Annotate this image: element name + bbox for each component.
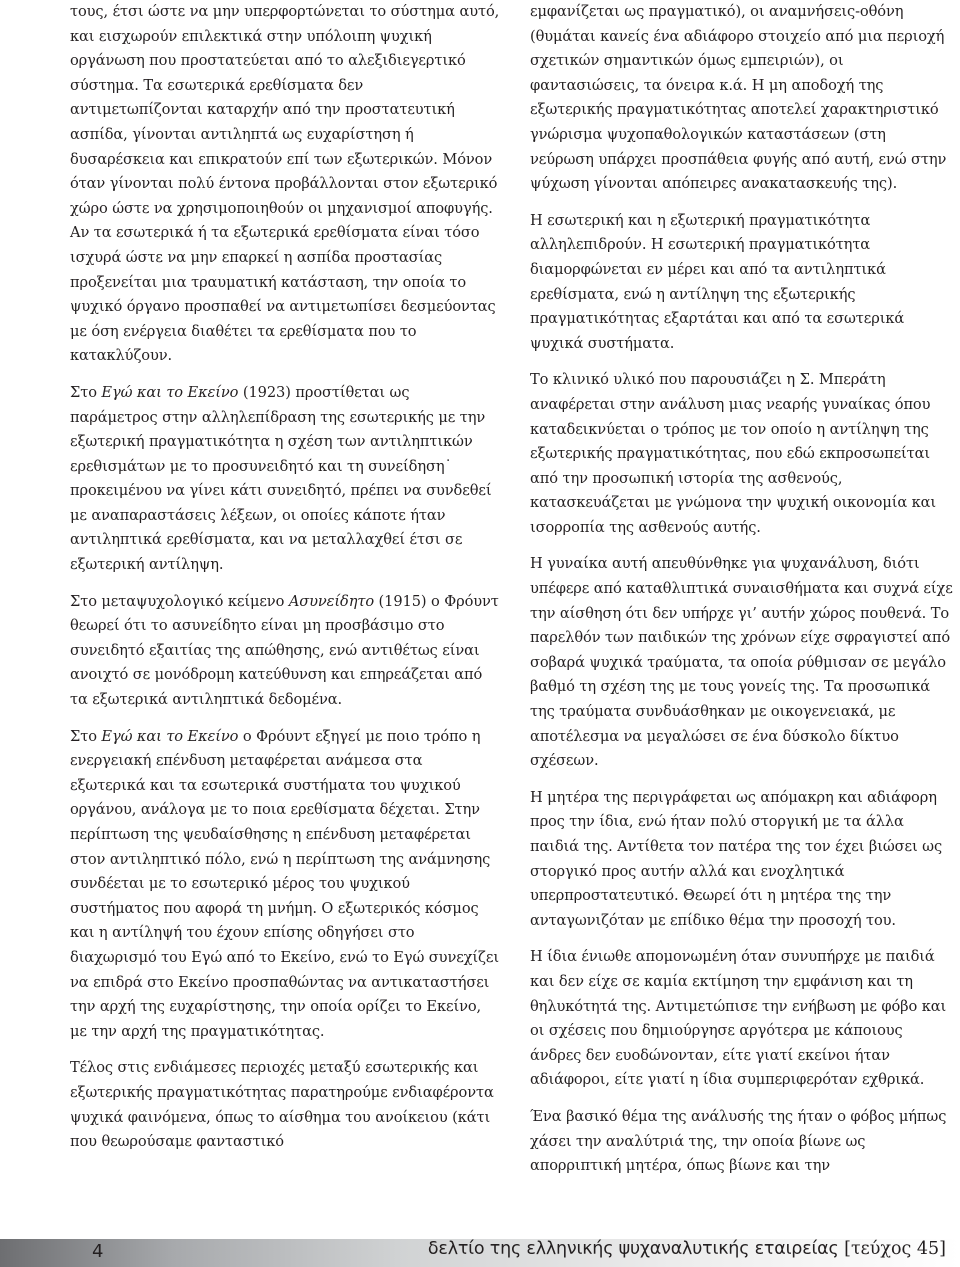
left-paragraph-3 bbox=[70, 590, 500, 713]
page-footer bbox=[0, 1232, 960, 1267]
right-paragraph-7: Ένα βασικό θέμα της ανάλυσής της ήταν ο φόβος μήπως χάσει την αναλύτριά της, την οποία βίωνε ως απορριπτική μητέρα, όπως βίωνε και την bbox=[530, 1107, 947, 1175]
book-title-ego-and-id-2: Εγώ και το Εκείνο bbox=[101, 727, 239, 745]
right-paragraph-4: Η γυναίκα αυτή απευθύνθηκε για ψυχανάλυση, διότι υπέφερε από καταθλιπτικά συναισθήματα και συχνά είχε την αίσθηση ότι δεν υπήρχε γι’ αυτήν χώρος πουθενά. Το παρελθόν των παιδικών της χρόνων είχε σφραγιστεί από σοβαρά ψυχικά τραύματα, τα οποία ρύθμισαν σε μεγάλο βαθμό τη σχέση της με τους γονείς της. Τα προσωπικά της τραύματα συνδυάσθηκαν με οικογενειακά, με αποτέλεσμα να μεγαλώσει σε ένα δύσκολο δίκτυο σχέσεων. bbox=[530, 555, 953, 770]
left-p2-post: (1923) προστίθεται ως παράμετρος στην αλληλεπίδραση της εσωτερικής με την εξωτερική πραγματικότητα η σχέση των αντιληπτικών ερεθισμάτων με το προσυνειδητό και τη συνείδηση˙ προκειμένου να γίνει κάτι συνειδητό, πρέπει να συνδεθεί με αναπαραστάσεις λέξεων, οι οποίες κάποτε ήταν αντιληπτικά ερεθίσματα, και να μεταλλαχθεί έτσι σε εξωτερική αντίληψη. bbox=[70, 383, 492, 574]
left-paragraph-5: Τέλος στις ενδιάμεσες περιοχές μεταξύ εσωτερικής και εξωτερικής πραγματικότητας παρατηρούμε ενδιαφέροντα ψυχικά φαινόμενα, όπως το αίσθημα του ανοίκειου (κάτι που θεωρούσαμε φανταστικό bbox=[70, 1059, 494, 1151]
right-paragraph-3: Το κλινικό υλικό που παρουσιάζει η Σ. Μπεράτη αναφέρεται στην ανάλυση μιας νεαρής γυναίκας όπου καταδεικνύεται ο τρόπος με τον οποίο η αντίληψη της εξωτερικής πραγματικότητας, που εδώ εκπροσωπείται από την προσωπική ιστορία της ασθενούς, κατασκευάζεται με γνώμονα την ψυχική οικονομία και ισορροπία της ασθενούς αυτής. bbox=[530, 371, 937, 536]
left-paragraph-2 bbox=[70, 381, 500, 578]
right-paragraph-1: εμφανίζεται ως πραγματικό), οι αναμνήσεις-οθόνη (θυμάται κανείς ένα αδιάφορο στοιχείο από μια περιοχή σχετικών σημαντικών όμως εμπειριών), οι φαντασιώσεις, τα όνειρα κ.ά. Η μη αποδοχή της εξωτερικής πραγματικότητας αποτελεί χαρακτηριστικό γνώρισμα ψυχοπαθολογικών καταστάσεων (στη νεύρωση υπάρχει προσπάθεια φυγής από αυτή, ενώ στην ψύχωση γίνονται απόπειρες ανακατασκευής της). bbox=[530, 3, 947, 193]
left-p3-post: (1915) ο Φρόυντ θεωρεί ότι το ασυνείδητο είναι μη προσβάσιμο στο συνειδητό εξαιτίας της απώθησης, ενώ αντιθέτως είναι ανοιχτό σε μονόδρομη κατεύθυνση και επηρεάζεται από τα εξωτερικά αντιληπτικά δεδομένα. bbox=[70, 592, 499, 709]
right-column bbox=[530, 0, 954, 1191]
right-paragraph-5: Η μητέρα της περιγράφεται ως απόμακρη και αδιάφορη προς την ίδια, ενώ ήταν πολύ στοργική με τα άλλα παιδιά της. Αντίθετα τον πατέρα της τον έχει βιώσει ως στοργικό προς αυτήν αλλά και ενοχλητικά υπερπροστατευτικό. Θεωρεί ότι η μητέρα της την ανταγωνιζόταν με επίδικο θέμα την προσοχή του. bbox=[530, 788, 943, 929]
book-title-unconscious: Ασυνείδητο bbox=[288, 592, 374, 610]
left-p2-pre: Στο bbox=[70, 383, 102, 401]
left-paragraph-4 bbox=[70, 725, 500, 1045]
left-p4-pre: Στο bbox=[70, 727, 102, 745]
left-p4-post: ο Φρόυντ εξηγεί με ποιο τρόπο η ενεργειακή επένδυση μεταφέρεται ανάμεσα στα εξωτερικά και τα εσωτερικά συστήματα του ψυχικού οργάνου, ανάλογα με το ποια ερεθίσματα δέχεται. Στην περίπτωση της ψευδαίσθησης η επένδυση μεταφέρεται στον αντιληπτικό πόλο, ενώ η περίπτωση της ανάμνησης συνδέεται με το εσωτερικό μέρος του ψυχικού συστήματος που αφορά τη μνήμη. Ο εξωτερικός κόσμος και η αντίληψή του έχουν επίσης οδηγήσει στο διαχωρισμό του Εγώ από το Εκείνο, ενώ το Εγώ συνεχίζει να επιδρά στο Εκείνο προσπαθώντας να αντικαταστήσει την αρχή της ευχαρίστησης, την οποία ορίζει το Εκείνο, με την αρχή της πραγματικότητας. bbox=[70, 727, 499, 1040]
journal-title: δελτίο της ελληνικής ψυχαναλυτικής εταιρείας bbox=[427, 1239, 839, 1259]
journal-footer bbox=[428, 1239, 946, 1259]
left-p3-pre: Στο μεταψυχολογικό κείμενο bbox=[70, 592, 289, 610]
left-column bbox=[70, 0, 500, 1167]
right-paragraph-2: Η εσωτερική και η εξωτερική πραγματικότητα αλληλεπιδρούν. Η εσωτερική πραγματικότητα διαμορφώνεται εν μέρει και από τα αντιληπτικά ερεθίσματα, ενώ η αντίληψη της εξωτερικής πραγματικότητας εξαρτάται και από τα εσωτερικά ψυχικά συστήματα. bbox=[530, 211, 905, 352]
issue-number: [τεύχος 45] bbox=[844, 1239, 946, 1259]
page-number: 4 bbox=[92, 1241, 104, 1262]
left-paragraph-1: τους, έτσι ώστε να μην υπερφορτώνεται το σύστημα αυτό, και εισχωρούν επιλεκτικά στην υπόλοιπη ψυχική οργάνωση που προστατεύεται από το αλεξιδιεγερτικό σύστημα. Τα εσωτερικά ερεθίσματα δεν αντιμετωπίζονται καταρχήν από την προστατευτική ασπίδα, γίνονται αντιληπτά ως ευχαρίστηση ή δυσαρέσκεια και επικρατούν επί των εξωτερικών. Μόνον όταν γίνονται πολύ έντονα προβάλλονται στον εξωτερικό χώρο ώστε να χρησιμοποιηθούν οι μηχανισμοί αποφυγής. Αν τα εσωτερικά ή τα εξωτερικά ερεθίσματα είναι τόσο ισχυρά ώστε να μην επαρκεί η ασπίδα προστασίας προξενείται μια τραυματική κατάσταση, την οποία το ψυχικό όργανο προσπαθεί να αντιμετωπίσει δεσμεύοντας με όση ενέργεια διαθέτει τα ερεθίσματα που το κατακλύζουν. bbox=[70, 3, 500, 365]
book-title-ego-and-id: Εγώ και το Εκείνο bbox=[101, 383, 239, 401]
right-paragraph-6: Η ίδια ένιωθε απομονωμένη όταν συνυπήρχε με παιδιά και δεν είχε σε καμία εκτίμηση την εμφάνιση και τη θηλυκότητά της. Αντιμετώπισε την ενήβωση με φόβο και οι σχέσεις που δημιούργησε αργότερα με κάποιους άνδρες δεν ευοδώνονταν, είτε γιατί εκείνοι ήταν αδιάφοροι, είτε γιατί η ίδια συμπεριφερόταν εχθρικά. bbox=[530, 948, 947, 1089]
